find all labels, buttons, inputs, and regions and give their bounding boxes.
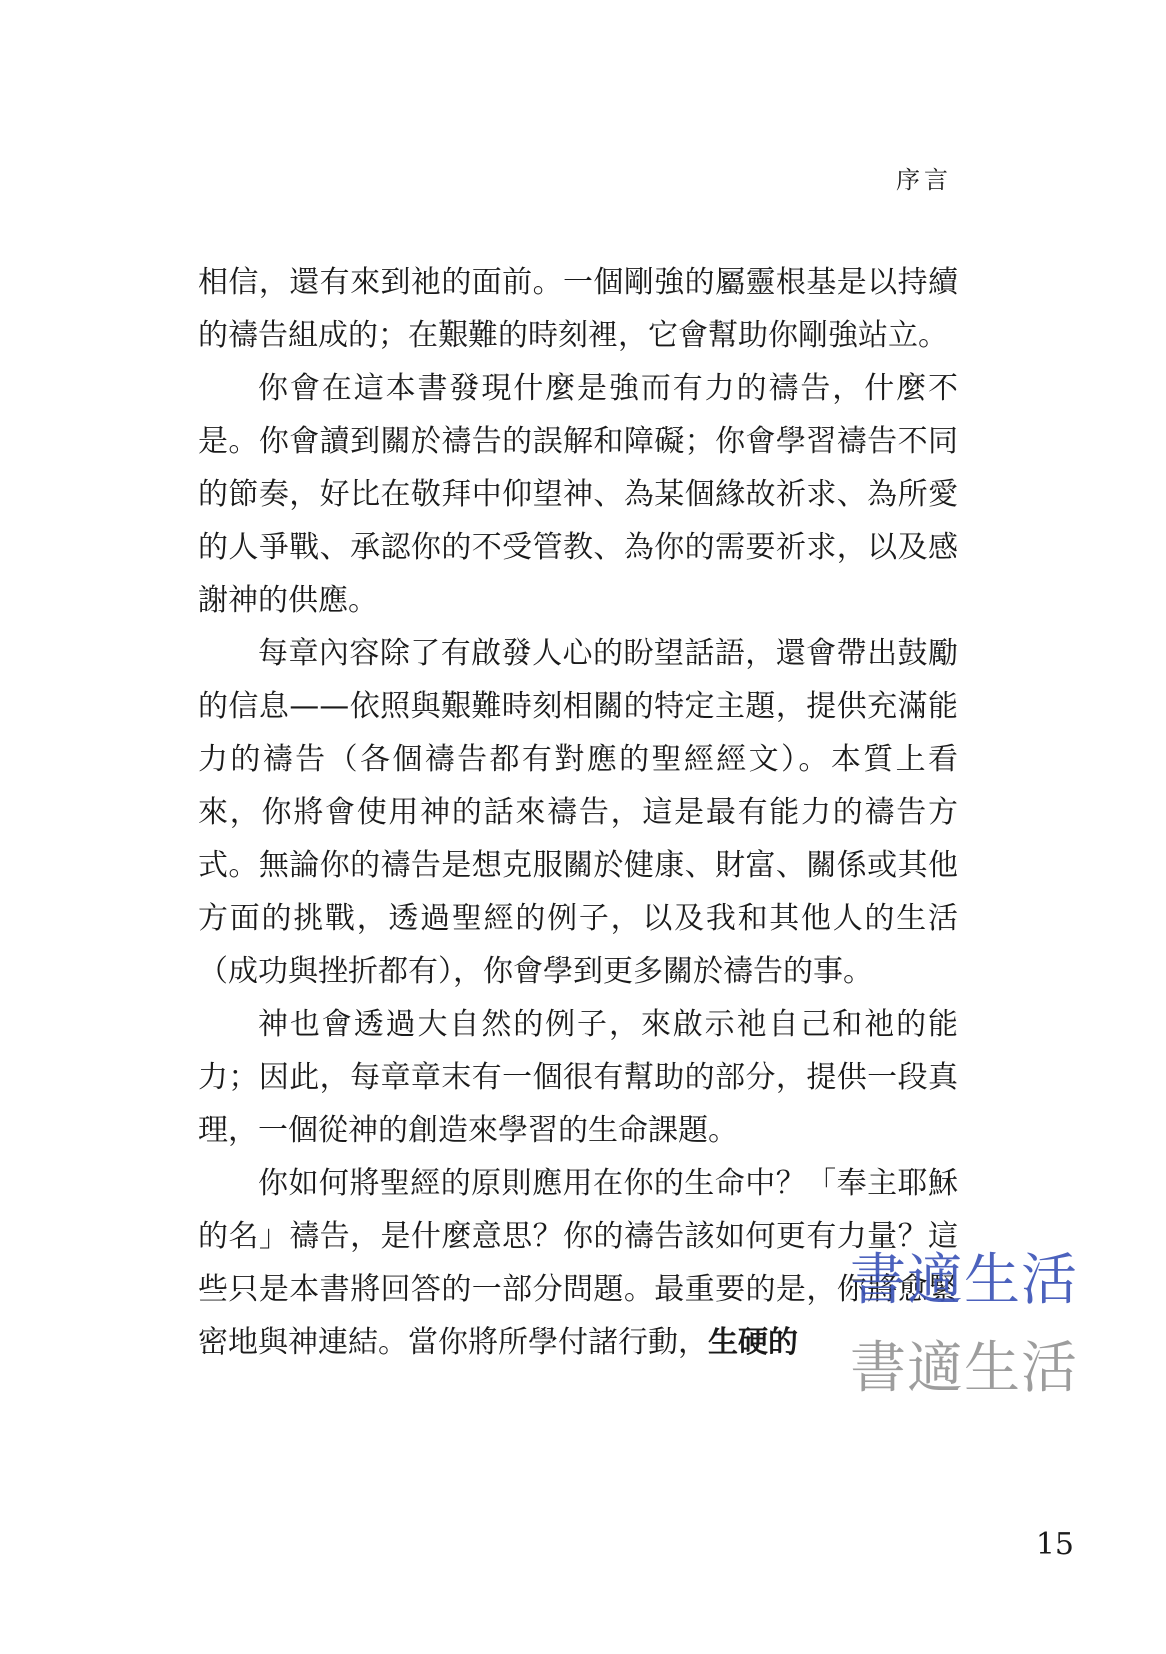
paragraph-5-text: 你如何將聖經的原則應用在你的生命中？「奉主耶穌的名」禱告，是什麼意思？你的禱告該如何更有力量？這些只是本書將回答的一部分問題。最重要的是，你將愈緊密地與神連結。當你將所學付諸行動， — [198, 1166, 958, 1360]
watermark-blue: 書適生活 — [850, 1248, 1078, 1313]
paragraph-1: 相信，還有來到祂的面前。一個剛強的屬靈根基是以持續的禱告組成的；在艱難的時刻裡，它會幫助你剛強站立。 — [198, 265, 958, 353]
paragraph-3: 每章內容除了有啟發人心的盼望話語，還會帶出鼓勵的信息——依照與艱難時刻相關的特定主題，提供充滿能力的禱告（各個禱告都有對應的聖經經文）。本質上看來，你將會使用神的話來禱告，這是最有能力的禱告方式。無論你的禱告是想克服關於健康、財富、關係或其他方面的挑戰，透過聖經的例子，以及我和其他人的生活（成功與挫折都有），你會學到更多關於禱告的事。 — [198, 636, 958, 989]
paragraph-4: 神也會透過大自然的例子，來啟示祂自己和祂的能力；因此，每章章末有一個很有幫助的部分，提供一段真理，一個從神的創造來學習的生命課題。 — [198, 1007, 958, 1148]
watermark-gray: 書適生活 — [850, 1336, 1078, 1401]
paragraph-5 — [198, 1157, 958, 1369]
body-text — [198, 256, 958, 1369]
running-title: 序言 — [896, 166, 952, 194]
page-number: 15 — [1035, 1527, 1074, 1562]
paragraph-2: 你會在這本書發現什麼是強而有力的禱告，什麼不是。你會讀到關於禱告的誤解和障礙；你會學習禱告不同的節奏，好比在敬拜中仰望神、為某個緣故祈求、為所愛的人爭戰、承認你的不受管教、為你的需要祈求，以及感謝神的供應。 — [198, 371, 958, 618]
paragraph-5-bold-tail: 生硬的 — [708, 1325, 798, 1360]
